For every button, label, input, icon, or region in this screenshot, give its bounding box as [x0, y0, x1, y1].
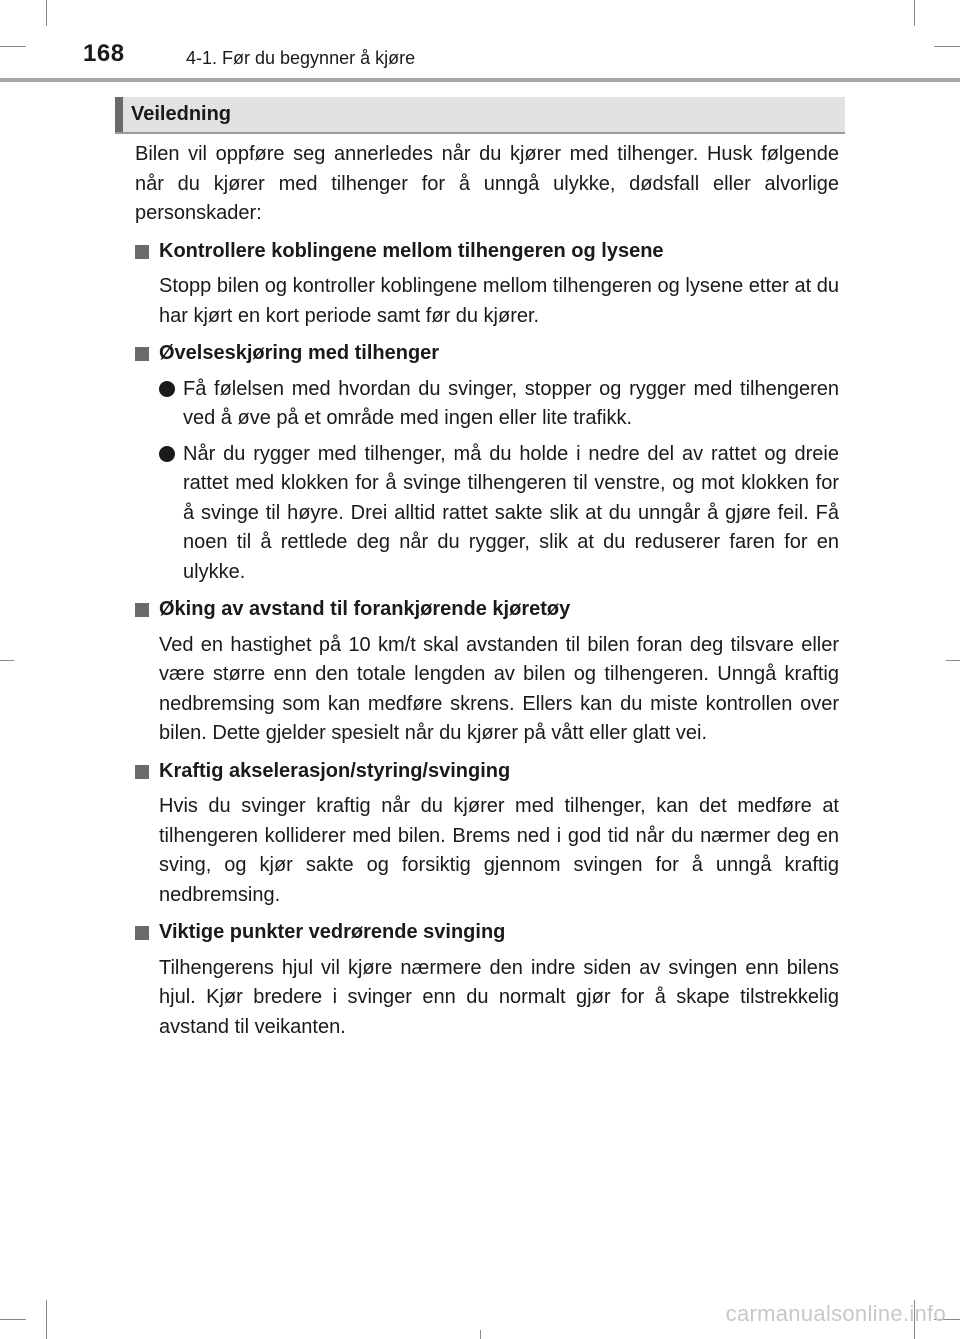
- subsection-heading: [135, 595, 839, 625]
- header-rule: [0, 78, 960, 82]
- watermark: carmanualsonline.info: [725, 1301, 946, 1326]
- subsection-heading-text: Øking av avstand til forankjørende kjøretøy: [159, 598, 571, 620]
- square-bullet-icon: [135, 347, 149, 361]
- square-bullet-icon: [135, 245, 149, 259]
- bullet-text: Når du rygger med tilhenger, må du holde i nedre del av rattet og dreie rattet med klokken for å svinge tilhengeren til venstre, og mot klokken for å svinge til høyre. Drei alltid rattet sakte slik at du unngår å gjøre feil. Få noen til å rettlede deg når du rygger, slik at du reduserer faren for en ulykke.: [183, 442, 839, 583]
- circle-bullet-icon: [159, 381, 175, 397]
- chapter-title: 4-1. Før du begynner å kjøre: [186, 48, 416, 68]
- subsection-heading-text: Kontrollere koblingene mellom tilhengeren og lysene: [159, 239, 664, 262]
- bullet-item: [159, 375, 839, 434]
- section-bar-accent: [115, 97, 123, 132]
- subsection-heading: [135, 237, 839, 267]
- subsection-heading: [135, 339, 839, 369]
- subsection: [135, 237, 839, 332]
- bullet-item: [159, 440, 839, 588]
- subsection-body: Tilhengerens hjul vil kjøre nærmere den indre siden av svingen enn bilens hjul. Kjør bredere i svinger enn du normalt gjør for å skape tilstrekkelig avstand til veikanten.: [159, 956, 839, 1038]
- intro-paragraph: Bilen vil oppføre seg annerledes når du kjører med tilhenger. Husk følgende når du kjører med tilhenger for å unngå ulykke, dødsfall eller alvorlige personskader:: [135, 143, 839, 224]
- square-bullet-icon: [135, 765, 149, 779]
- crop-mark: [46, 0, 47, 26]
- subsection-body: Ved en hastighet på 10 km/t skal avstanden til bilen foran deg tilsvare eller være større enn den totale lengden av bilen og tilhengeren. Unngå kraftig nedbremsing som kan medføre skrens. Ellers kan du miste kontrollen over bilen. Dette gjelder spesielt når du kjører på vått eller glatt vei.: [159, 633, 839, 744]
- subsection-body: Hvis du svinger kraftig når du kjører med tilhenger, kan det medføre at tilhengeren kolliderer med bilen. Brems ned i god tid når du nærmer deg en sving, og kjør sakte og forsiktig gjennom svingen for å unngå kraftig nedbremsing.: [159, 795, 839, 906]
- subsection: [135, 595, 839, 749]
- square-bullet-icon: [135, 926, 149, 940]
- subsection-heading-text: Kraftig akselerasjon/styring/svinging: [159, 759, 511, 782]
- page-header: [0, 38, 960, 83]
- page-number: 168: [83, 40, 125, 67]
- crop-mark: [0, 660, 14, 661]
- crop-mark: [0, 1319, 26, 1320]
- square-bullet-icon: [135, 603, 149, 617]
- subsection-heading-text: Viktige punkter vedrørende svinging: [159, 921, 506, 943]
- subsection: [135, 339, 839, 587]
- crop-mark: [46, 1300, 47, 1339]
- subsection: [135, 918, 839, 1042]
- circle-bullet-icon: [159, 446, 175, 462]
- subsection-heading: [135, 757, 839, 787]
- crop-mark: [946, 660, 960, 661]
- bullet-text: Få følelsen med hvordan du svinger, stopper og rygger med tilhengeren ved å øve på et område med ingen eller lite trafikk.: [183, 377, 839, 429]
- subsection-heading: [135, 918, 839, 948]
- section-bar: [115, 97, 845, 134]
- content: [135, 140, 839, 1050]
- crop-mark: [480, 1330, 481, 1339]
- subsection-body: Stopp bilen og kontroller koblingene mellom tilhengeren og lysene etter at du har kjørt en kort periode samt før du kjører.: [159, 275, 839, 327]
- subsection: [135, 757, 839, 911]
- crop-mark: [914, 0, 915, 26]
- subsection-heading-text: Øvelseskjøring med tilhenger: [159, 342, 440, 364]
- section-title: Veiledning: [131, 103, 232, 125]
